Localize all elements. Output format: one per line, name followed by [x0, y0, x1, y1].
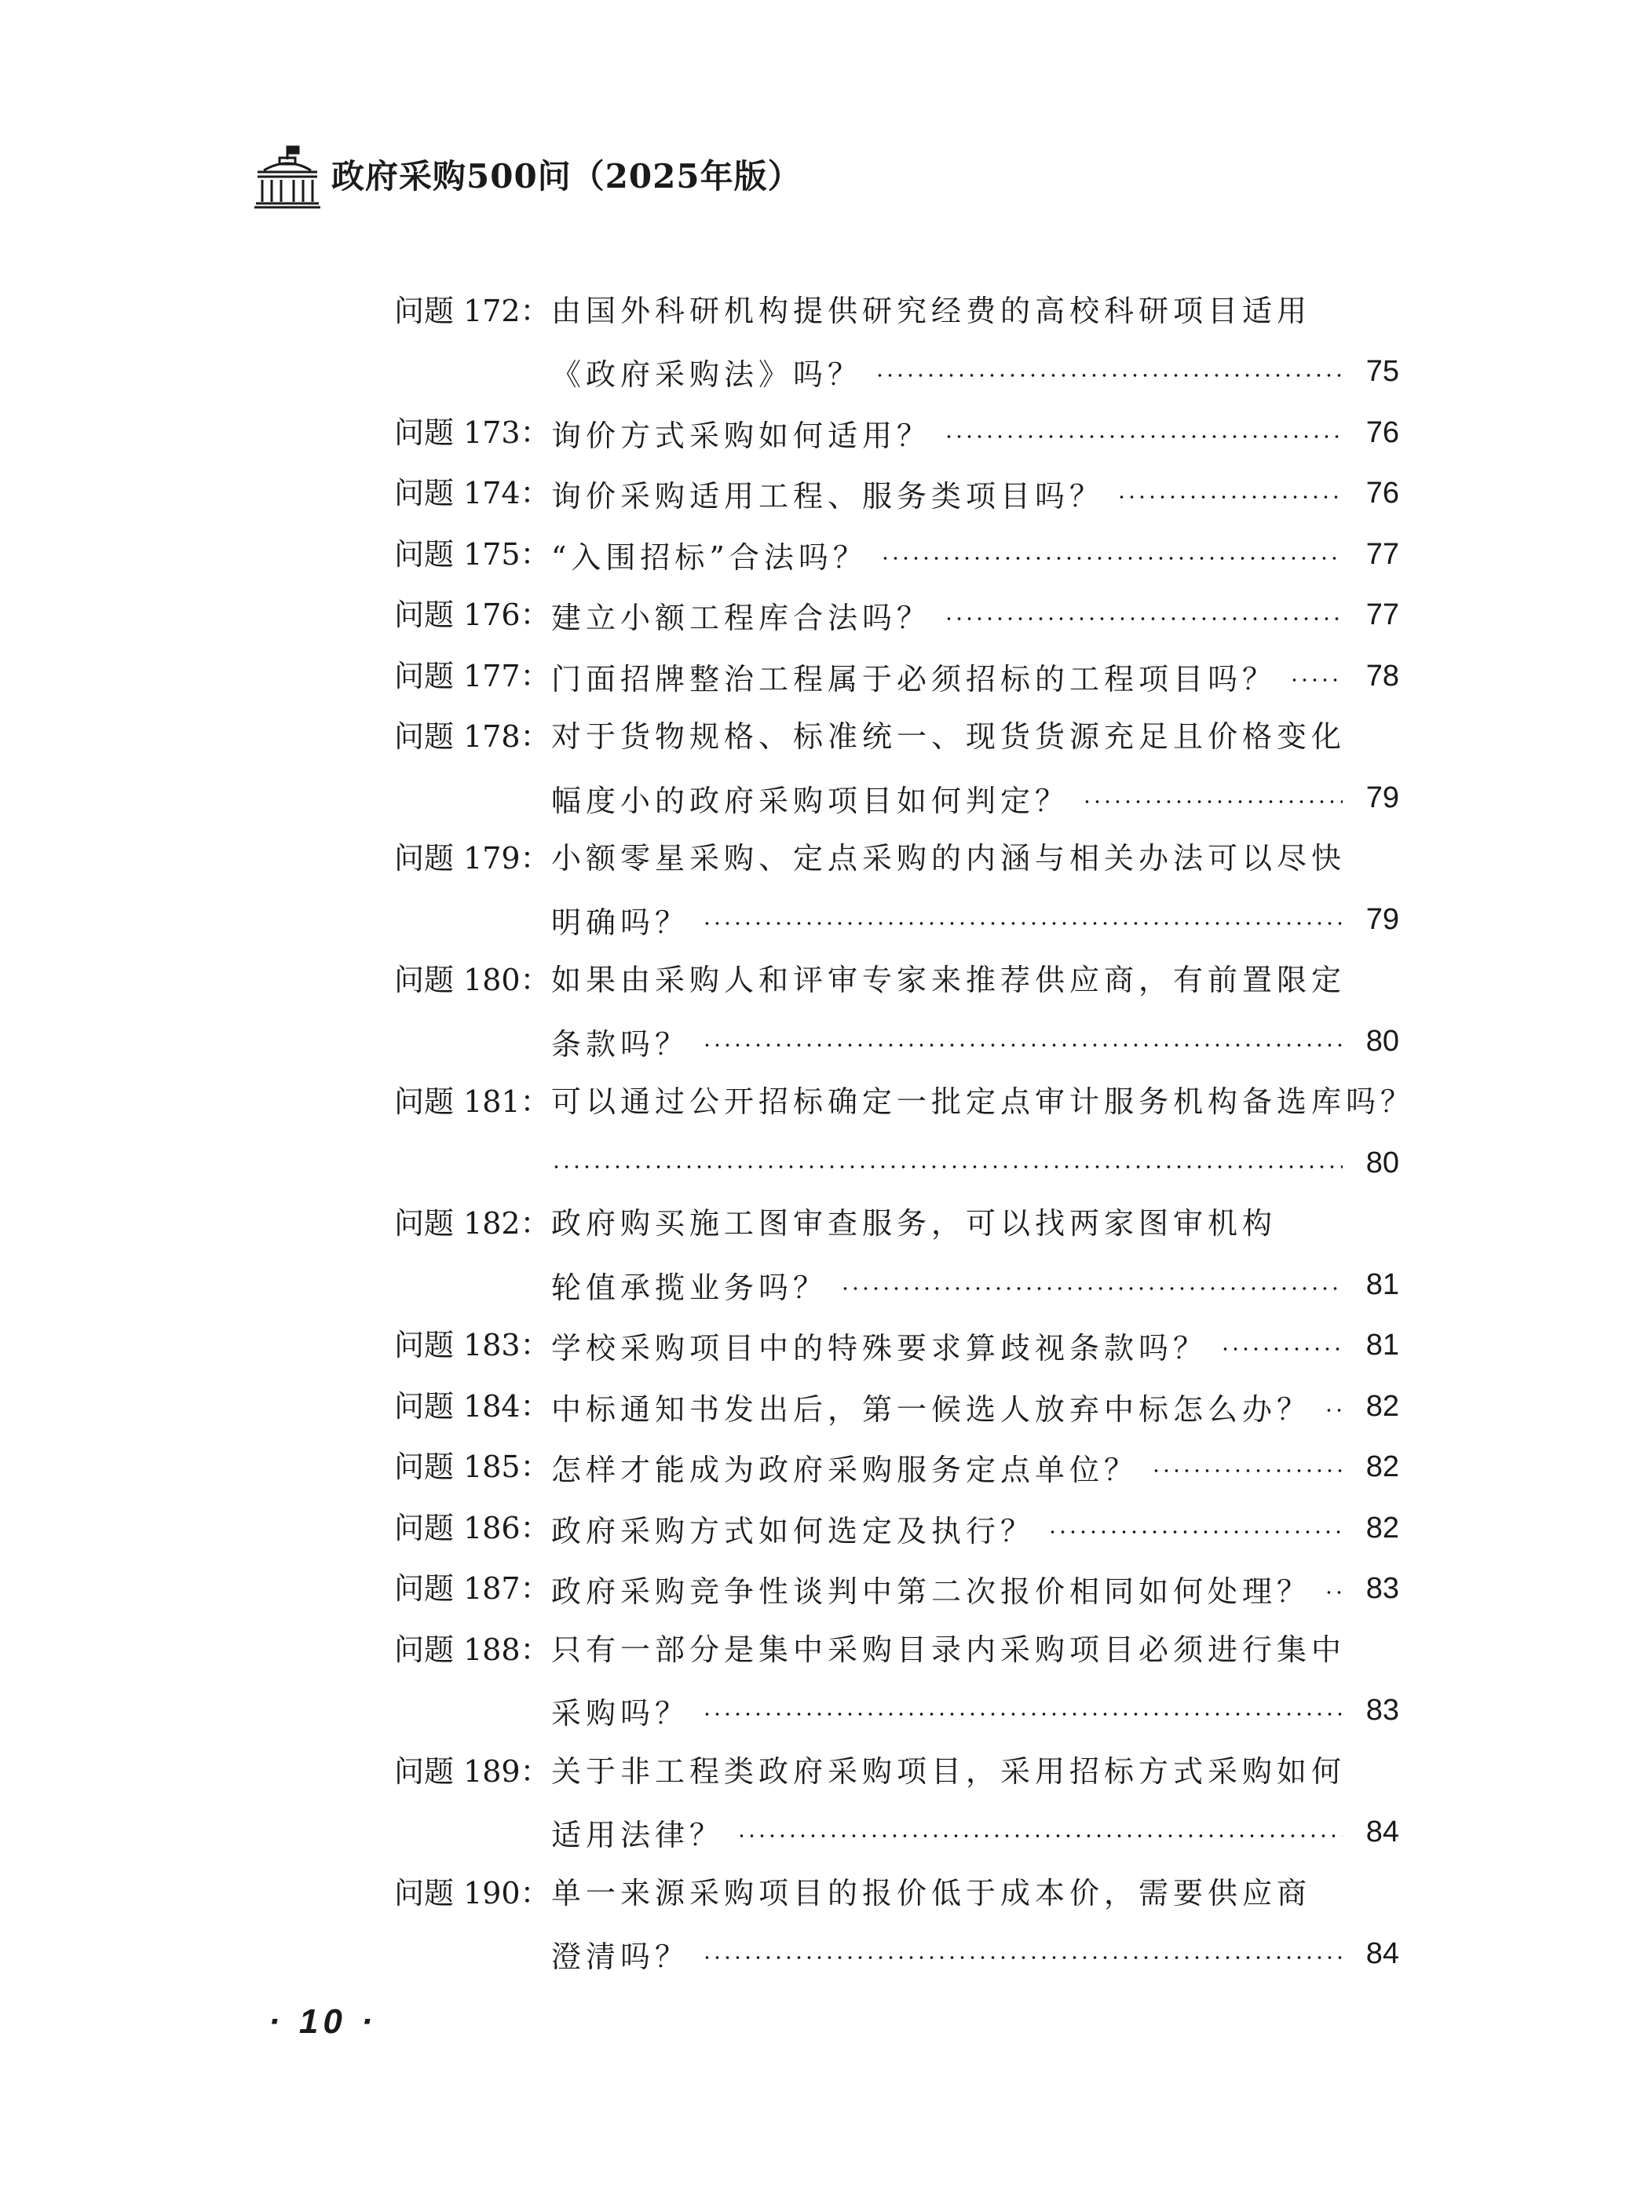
- entry-page-number: 80: [1365, 1025, 1399, 1058]
- entry-leader-row: [551, 403, 1399, 463]
- entry-page-number: 84: [1365, 1815, 1399, 1848]
- dot-leader: [1047, 1530, 1343, 1534]
- dot-leader: [1151, 1469, 1343, 1472]
- entry-leader-row: [551, 1437, 1399, 1497]
- toc-entry[interactable]: [394, 950, 1399, 1072]
- entry-page-number: 76: [1365, 416, 1399, 449]
- entry-label: 问题 179：: [394, 841, 550, 876]
- toc-entry[interactable]: [394, 1498, 1399, 1559]
- entry-page-number: 79: [1365, 781, 1399, 814]
- entry-title: 怎样才能成为政府采购服务定点单位？: [551, 1453, 1139, 1487]
- entry-leader-row: [551, 585, 1399, 645]
- entry-label: 问题 188：: [394, 1632, 550, 1667]
- dot-leader: [702, 922, 1343, 925]
- entry-title: 由国外科研机构提供研究经费的高校科研项目适用: [551, 294, 1312, 328]
- entry-label: 问题 183：: [394, 1328, 550, 1362]
- dot-leader: [875, 374, 1343, 377]
- entry-title: 《政府采购法》吗？: [551, 357, 863, 392]
- entry-title: 门面招牌整治工程属于必须招标的工程项目吗？: [551, 662, 1277, 697]
- government-building-icon: [253, 144, 322, 210]
- entry-label: 问题 185：: [394, 1450, 550, 1484]
- entry-leader-row: [551, 1559, 1399, 1619]
- entry-title: 政府采购方式如何选定及执行？: [551, 1514, 1036, 1548]
- entry-page-number: 82: [1365, 1390, 1399, 1423]
- dot-leader: [1289, 678, 1343, 682]
- toc-entry[interactable]: [394, 1559, 1399, 1620]
- entry-title: 可以通过公开招标确定一批定点审计服务机构备选库吗？: [551, 1084, 1416, 1119]
- entry-title: 中标通知书发出后，第一候选人放弃中标怎么办？: [551, 1392, 1312, 1427]
- entry-title: 适用法律？: [551, 1818, 725, 1852]
- entry-page-number: 77: [1365, 538, 1399, 571]
- entry-leader-row: [551, 1498, 1399, 1559]
- running-header: [253, 141, 802, 212]
- entry-title: 单一来源采购项目的报价低于成本价，需要供应商: [551, 1876, 1312, 1910]
- entry-title: 如果由采购人和评审专家来推荐供应商，有前置限定: [551, 963, 1347, 997]
- entry-title: 建立小额工程库合法吗？: [551, 601, 932, 635]
- entry-page-number: 83: [1365, 1572, 1399, 1605]
- toc-entry[interactable]: [394, 1863, 1399, 1985]
- entry-leader-row: [551, 646, 1399, 707]
- entry-page-number: 80: [1365, 1146, 1399, 1179]
- entry-label: 问题 186：: [394, 1511, 550, 1545]
- toc-entry[interactable]: [394, 1377, 1399, 1437]
- toc-entry[interactable]: [394, 1315, 1399, 1377]
- entry-title: “入围招标”合法吗？: [551, 540, 868, 575]
- toc-entry[interactable]: [394, 646, 1399, 707]
- entry-leader-row: [551, 890, 1399, 950]
- dot-leader: [1324, 1409, 1343, 1412]
- toc-entry[interactable]: [394, 1072, 1416, 1194]
- entry-page-number: 81: [1365, 1329, 1399, 1362]
- toc-entry[interactable]: [394, 707, 1399, 828]
- entry-title: 政府采购竞争性谈判中第二次报价相同如何处理？: [551, 1574, 1312, 1609]
- entry-page-number: 79: [1365, 903, 1399, 936]
- entry-leader-row: [551, 1680, 1399, 1741]
- toc-entry[interactable]: [394, 403, 1399, 463]
- entry-title: 幅度小的政府采购项目如何判定？: [551, 784, 1070, 818]
- entry-label: 问题 175：: [394, 537, 550, 572]
- entry-page-number: 77: [1365, 598, 1399, 631]
- entry-label: 问题 173：: [394, 415, 550, 450]
- page-number: · 10 ·: [269, 2002, 378, 2041]
- dot-leader: [736, 1834, 1343, 1837]
- entry-leader-row: [551, 1133, 1399, 1194]
- entry-leader-row: [551, 525, 1399, 585]
- toc-entry[interactable]: [394, 1742, 1399, 1863]
- entry-leader-row: [551, 1011, 1399, 1072]
- toc-entry[interactable]: [394, 1437, 1399, 1498]
- entry-leader-row: [551, 1802, 1399, 1863]
- entry-label: 问题 182：: [394, 1206, 550, 1241]
- entry-label: 问题 184：: [394, 1389, 550, 1424]
- entry-leader-row: [551, 463, 1399, 524]
- entry-title: 学校采购项目中的特殊要求算歧视条款吗？: [551, 1331, 1208, 1366]
- entry-page-number: 78: [1365, 660, 1399, 693]
- dot-leader: [702, 1713, 1343, 1716]
- toc-entry[interactable]: [394, 281, 1399, 403]
- table-of-contents: [394, 281, 1416, 1985]
- entry-label: 问题 177：: [394, 659, 550, 693]
- entry-page-number: 82: [1365, 1450, 1399, 1483]
- entry-title: 轮值承揽业务吗？: [551, 1271, 828, 1305]
- entry-leader-row: [551, 1924, 1399, 1984]
- toc-entry[interactable]: [394, 463, 1399, 525]
- entry-page-number: 76: [1365, 477, 1399, 510]
- book-title: 政府采购500问（2025年版）: [331, 157, 802, 196]
- entry-title: 采购吗？: [551, 1696, 690, 1731]
- entry-title: 询价采购适用工程、服务类项目吗？: [551, 479, 1105, 514]
- entry-title: 关于非工程类政府采购项目，采用招标方式采购如何: [551, 1754, 1347, 1789]
- entry-title: 对于货物规格、标准统一、现货货源充足且价格变化: [551, 719, 1347, 754]
- dot-leader: [702, 1956, 1343, 1959]
- dot-leader: [880, 557, 1343, 560]
- toc-entry[interactable]: [394, 828, 1399, 950]
- dot-leader: [840, 1287, 1343, 1290]
- entry-title: 政府购买施工图审查服务，可以找两家图审机构: [551, 1206, 1277, 1241]
- toc-entry[interactable]: [394, 1194, 1399, 1315]
- entry-page-number: 81: [1365, 1268, 1399, 1301]
- entry-label: 问题 181：: [394, 1084, 550, 1119]
- dot-leader: [1324, 1591, 1343, 1594]
- entry-label: 问题 172：: [394, 294, 550, 328]
- dot-leader: [944, 617, 1343, 620]
- dot-leader: [1082, 800, 1343, 803]
- entry-label: 问题 174：: [394, 476, 550, 510]
- toc-entry[interactable]: [394, 585, 1399, 646]
- entry-page-number: 83: [1365, 1694, 1399, 1727]
- dot-leader: [944, 435, 1343, 438]
- entry-leader-row: [551, 768, 1399, 828]
- entry-label: 问题 178：: [394, 719, 550, 754]
- toc-entry[interactable]: [394, 525, 1399, 585]
- entry-label: 问题 187：: [394, 1571, 550, 1606]
- entry-title: 只有一部分是集中采购目录内采购项目必须进行集中: [551, 1632, 1347, 1667]
- entry-leader-row: [551, 1377, 1399, 1437]
- toc-entry[interactable]: [394, 1620, 1399, 1742]
- entry-title: 澄清吗？: [551, 1940, 690, 1974]
- entry-leader-row: [551, 342, 1399, 402]
- entry-title: 询价方式采购如何适用？: [551, 419, 932, 453]
- entry-title: 明确吗？: [551, 905, 690, 940]
- dot-leader: [1117, 495, 1343, 499]
- entry-label: 问题 180：: [394, 963, 550, 997]
- entry-page-number: 84: [1365, 1937, 1399, 1970]
- entry-leader-row: [551, 1315, 1399, 1376]
- entry-label: 问题 189：: [394, 1754, 550, 1789]
- entry-page-number: 82: [1365, 1512, 1399, 1545]
- entry-title: 条款吗？: [551, 1027, 690, 1062]
- dot-leader: [702, 1044, 1343, 1047]
- dot-leader: [551, 1165, 1343, 1168]
- dot-leader: [1220, 1347, 1343, 1351]
- entry-page-number: 75: [1365, 355, 1399, 388]
- entry-leader-row: [551, 1255, 1399, 1315]
- entry-label: 问题 176：: [394, 598, 550, 632]
- entry-label: 问题 190：: [394, 1876, 550, 1910]
- entry-title: 小额零星采购、定点采购的内涵与相关办法可以尽快: [551, 841, 1347, 876]
